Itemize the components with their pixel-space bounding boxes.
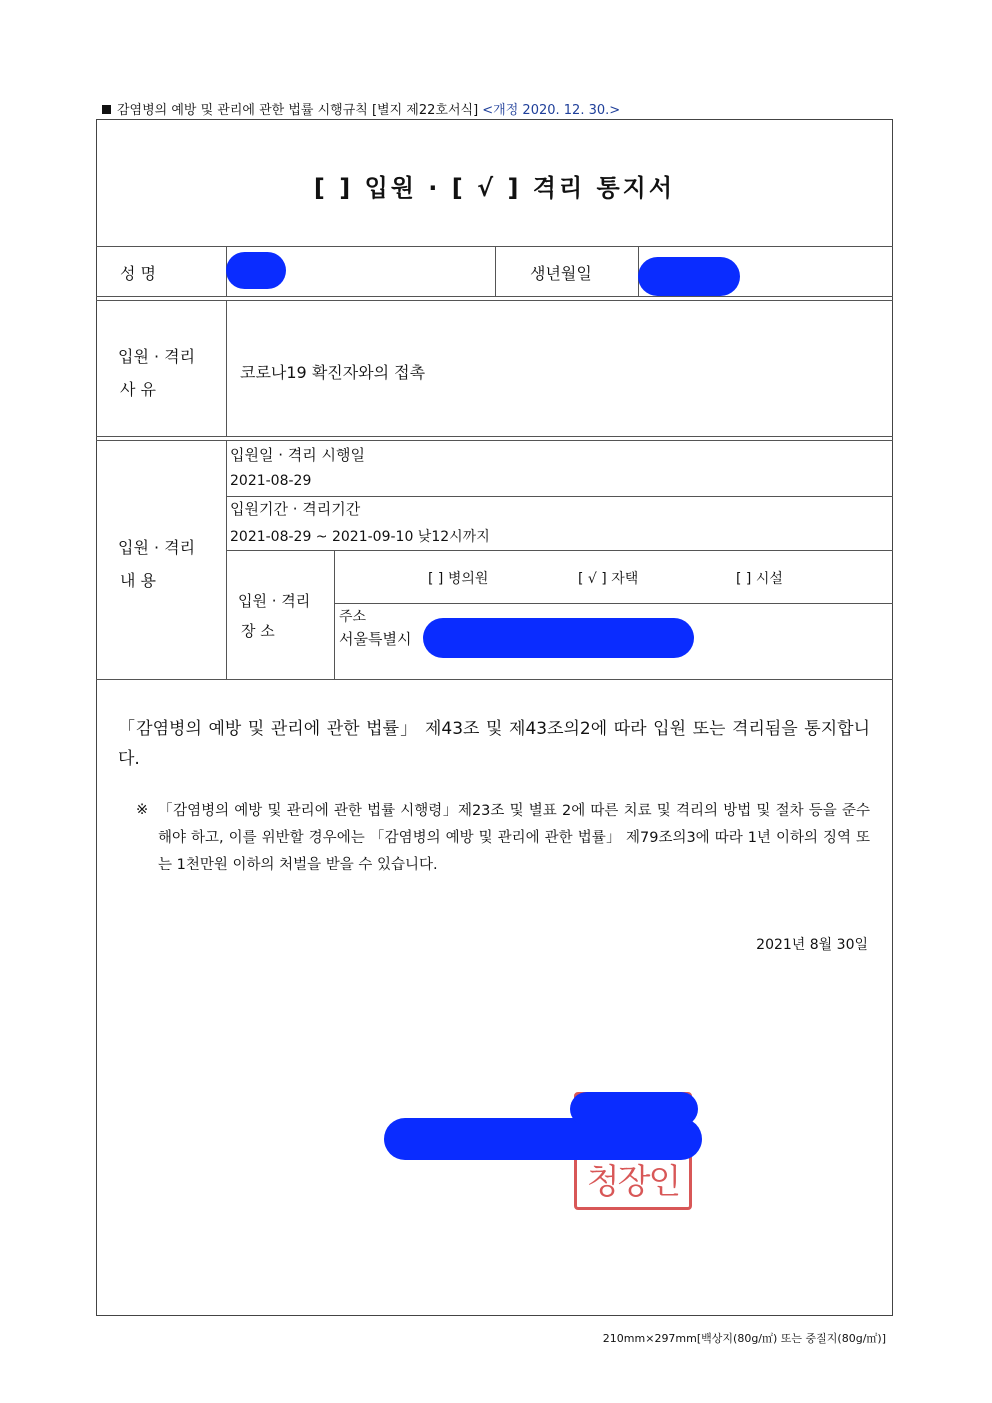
note-mark: ※: [136, 802, 149, 818]
divider: [96, 296, 893, 297]
redacted-name: [226, 252, 286, 289]
reason-value: 코로나19 확진자와의 접촉: [240, 363, 426, 382]
redacted-birthdate: [638, 257, 740, 296]
divider: [96, 300, 893, 301]
period-value: 2021-08-29 ~ 2021-09-10 낮12시까지: [230, 529, 490, 545]
reason-label-line2: 사 유: [120, 380, 156, 399]
issue-date: 2021년 8월 30일: [756, 937, 868, 953]
redacted-signature: [570, 1092, 698, 1126]
content-label-line1: 입원 · 격리: [118, 538, 196, 557]
redacted-address: [423, 618, 694, 658]
paper-spec-footer: 210mm×297mm[백상지(80g/㎡) 또는 중질지(80g/㎡)]: [602, 1332, 886, 1345]
address-label: 주소: [339, 609, 367, 625]
divider: [96, 436, 893, 437]
square-bullet-icon: [102, 105, 111, 114]
place-label-line2: 장 소: [241, 622, 275, 640]
birth-label: 생년월일: [530, 264, 592, 283]
option-facility: [ ] 시설: [736, 571, 783, 587]
option-home: [ √ ] 자택: [578, 571, 639, 587]
divider: [226, 550, 893, 551]
divider: [334, 550, 335, 679]
divider: [226, 440, 227, 679]
name-label: 성 명: [120, 264, 156, 283]
content-label-line2: 내 용: [120, 571, 156, 590]
seal-text: 청장인: [586, 1162, 680, 1202]
form-name: 감염병의 예방 및 관리에 관한 법률 시행규칙 [별지 제22호서식]: [117, 103, 479, 118]
divider: [226, 300, 227, 436]
reason-label-line1: 입원 · 격리: [118, 347, 196, 366]
notice-text: 「감염병의 예방 및 관리에 관한 법률」 제43조 및 제43조의2에 따라 입원 또는 격리됨을 통지합니다.: [118, 719, 870, 769]
option-hospital: [ ] 병의원: [428, 571, 489, 587]
start-date-value: 2021-08-29: [230, 473, 312, 489]
start-date-label: 입원일 · 격리 시행일: [230, 446, 365, 464]
period-label: 입원기간 · 격리기간: [230, 500, 361, 518]
divider: [96, 679, 893, 680]
note-text: 「감염병의 예방 및 관리에 관한 법률 시행령」제23조 및 별표 2에 따른 치료 및 격리의 방법 및 절차 등을 준수해야 하고, 이를 위반할 경우에는 「감염병의 예방 및 관리에 관한 법률」 제79조의3에 따라 1년 이하의 징역 또는 1천만원 이하의 처벌을 받을 수 있습니다.: [158, 803, 870, 873]
document-title: [ ] 입원 · [ √ ] 격리 통지서: [313, 174, 676, 202]
revision-date: <개정 2020. 12. 30.>: [482, 103, 621, 118]
divider: [96, 440, 893, 441]
form-header: [102, 99, 620, 118]
divider: [226, 496, 893, 497]
place-label-line1: 입원 · 격리: [238, 592, 311, 610]
address-value: 서울특별시: [339, 630, 412, 648]
divider: [334, 603, 893, 604]
divider: [495, 246, 496, 296]
